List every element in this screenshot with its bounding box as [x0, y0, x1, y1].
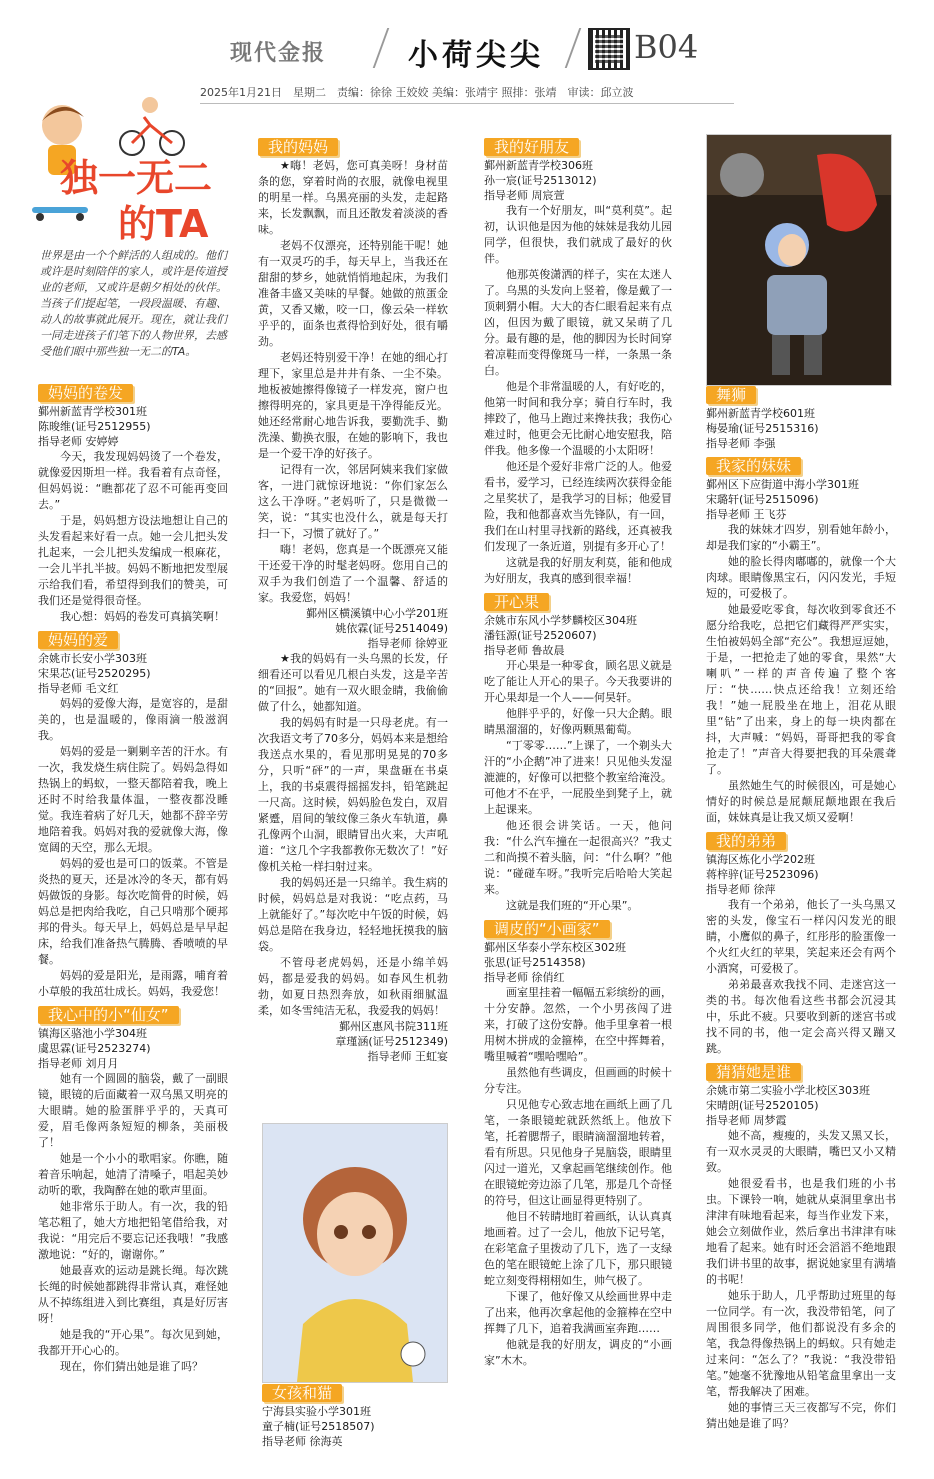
teacher: 指导老师 徐俏红: [484, 971, 565, 984]
author: 宋璐轩(证号2515096): [706, 493, 819, 506]
author: 孙一宸(证号2513012): [484, 174, 597, 187]
paragraph: 她是一个小小的歌唱家。你瞧，随着音乐响起，她清了清嗓子，唱起美妙动听的歌，我陶醉在她的歌声里面。: [38, 1152, 228, 1197]
author: 蒋梓骍(证号2523096): [706, 868, 819, 881]
article-title: 我家的妹妹: [706, 457, 801, 475]
column-3: [484, 132, 672, 1369]
school: 鄞州区下应街道中海小学301班: [706, 478, 859, 491]
author: 宋果芯(证号2520295): [38, 667, 151, 680]
paragraph: 画室里挂着一幅幅五彩缤纷的画，十分安静。忽然，一个小男孩闯了进来，打破了这份安静。他手里拿着一根用树木拼成的金箍棒，在空中挥舞着，嘴里喊着“嘿哈嘿哈”。: [484, 986, 672, 1063]
paragraph: ★我的妈妈有一头乌黑的长发，仔细看还可以看见几根白头发，这是辛苦的“回报”。她有一双火眼金睛，我偷偷做了什么，她都知道。: [258, 652, 448, 713]
teacher: 指导老师 徐婷亚: [367, 637, 448, 650]
author: 虞思霖(证号2523274): [38, 1042, 151, 1055]
paragraph: 弟弟最喜欢我找不同、走迷宫这一类的书。每次他看这些书都会沉浸其中，乐此不疲。只要收到新的迷宫书或找不同的书，他一定会高兴得又蹦又跳。: [706, 978, 896, 1055]
school: 余姚市长安小学303班: [38, 652, 147, 665]
paragraph: 虽然她生气的时候很凶，可是她心情好的时候总是屁颠屁颠地跟在我后面，妹妹真是让我又烦又爱啊！: [706, 779, 896, 824]
teacher: 指导老师 王飞芬: [706, 508, 787, 521]
article-title: 我心中的小“仙女”: [38, 1006, 179, 1024]
teacher: 指导老师 鲁故晨: [484, 644, 565, 657]
paragraph: 她非常乐于助人。有一次，我的铅笔芯粗了，她大方地把铅笔借给我，对我说：“用完后不要忘记还我哦！”我感激地说：“好的，谢谢你。”: [38, 1200, 228, 1261]
paragraph: 她最爱吃零食，每次收到零食还不愿分给我吃，总把它们藏得严严实实，生怕被妈妈全部“充公”。我想逗逗她，于是，一把抢走了她的零食，果然“大喇叭”一样的声音传遍了整个客厅：“快……快点还给我！立刻还给我！”她一屁股坐在地上，泪花从眼里“钻”了出来，身上的每一块肉都在抖，大声喊：“妈妈，哥哥把我的零食抢走了！”声音大得要把我的耳朵震聋了。: [706, 603, 896, 776]
paragraph: 她很爱看书，也是我们班的小书虫。下课铃一响，她就从桌洞里拿出书津津有味地看起来，每当作业发下来，她会立刻做作业，然后拿出书津津有味地看了起来。她有时还会滔滔不绝地跟我们讲书里的故事，据说她家里有满墙的书呢！: [706, 1177, 896, 1286]
school: 镇海区炼化小学202班: [706, 853, 815, 866]
paragraph: 不管母老虎妈妈，还是小绵羊妈妈，都是爱我的妈妈。如春风生机勃勃，如夏日热烈奔放，如秋雨细腻温柔，如冬雪纯洁无私，我爱我的妈妈！: [258, 956, 448, 1017]
teacher: 指导老师 徐海英: [262, 1435, 343, 1448]
school: 余姚市第二实验小学北校区303班: [706, 1084, 870, 1097]
school: 余姚市东风小学梦麟校区304班: [484, 614, 637, 627]
article-body: [38, 696, 228, 1000]
author: 梅晏瑜(证号2515316): [706, 422, 819, 435]
school: 鄞州区惠风书院311班: [339, 1020, 448, 1033]
author: 章瑾涵(证号2512349): [335, 1035, 448, 1048]
paragraph: 她乐于助人，几乎帮助过班里的每一位同学。有一次，我没带铅笔，问了周围很多同学，他们都说没有多余的笔，我急得像热锅上的蚂蚁。只有她走过来问：“怎么了？”我说：“我没带铅笔。”她毫不犹豫地从铅笔盒里拿出一支笔，帮我解决了困难。: [706, 1289, 896, 1398]
school: 鄞州区横溪镇中心小学201班: [306, 607, 448, 620]
paragraph: 妈妈的爱像大海，是宽容的，是甜美的，也是温暖的，像雨滴一般滋润我。: [38, 697, 228, 742]
paper-name: 现代金报: [230, 41, 327, 66]
paragraph: 这就是我的好朋友利莫，能和他成为好朋友，我真的感到很幸福！: [484, 556, 672, 585]
school: 宁海县实验小学301班: [262, 1405, 371, 1418]
article-body: [484, 203, 672, 587]
article-body: [484, 658, 672, 914]
teacher: 指导老师 李强: [706, 437, 776, 450]
article-title: 我的弟弟: [706, 832, 786, 850]
author: 宋晴朗(证号2520105): [706, 1099, 819, 1112]
paragraph: 我心想：妈妈的卷发可真搞笑啊！: [60, 610, 225, 623]
article-title: 女孩和猫: [262, 1384, 342, 1402]
article-title: 调皮的“小画家”: [484, 920, 610, 938]
article-body: [258, 158, 448, 606]
article-body: [484, 985, 672, 1369]
article-body: [706, 522, 896, 826]
column-1: [38, 378, 228, 1375]
masthead: [0, 0, 934, 80]
paragraph: 她的事情三天三夜都写不完，你们猜出她是谁了吗？: [706, 1401, 896, 1430]
paragraph: 于是，妈妈想方设法地想让自己的头发看起来好看一点。她一会儿把头发扎起来，一会儿把头发编成一根麻花，一会儿半扎半披。妈妈不断地把发型展示给我们看，希望得到我们的赞美，可我们还是觉得很奇怪。: [38, 514, 228, 607]
paragraph: 老妈不仅漂亮，还特别能干呢！她有一双灵巧的手，每天早上，当我还在甜甜的梦乡，她就悄悄地起床，为我们准备丰盛又美味的早餐。她做的煎蛋金黄，又香又嫩，咬一口，像云朵一样软乎乎的，面条也煮得恰到好处，很有嚼劲。: [258, 239, 448, 348]
paragraph: 他那英俊潇洒的样子，实在太迷人了。乌黑的头发向上竖着，像是戴了一顶刺猬小帽。大大的杏仁眼看起来有点凶，但因为戴了眼镜，就又呆萌了几分。最有趣的是，他的脚因为长时间穿着凉鞋而变得像斑马一样，一条黑一条白。: [484, 268, 672, 377]
paragraph: 下课了，他好像又从绘画世界中走了出来，他再次拿起他的金箍棒在空中挥舞了几下，追着我满画室奔跑……: [484, 1290, 672, 1335]
paragraph: 记得有一次，邻居阿姨来我们家做客，一进门就惊讶地说：“你们家怎么这么干净呀。”老妈听了，只是微微一笑，说：“其实也没什么，就是每天打扫一下，习惯了就好了。”: [258, 463, 448, 540]
page-number: B04: [634, 28, 699, 66]
qr-code-icon: [590, 30, 628, 68]
girl-and-cat-drawing: [262, 1123, 448, 1383]
paragraph: “丁零零……”上课了，一个剃头大汗的“小企鹅”冲了进来！只见他头发湿漉漉的，好像可以把整个教室给淹没。可他才不在乎，一屁股坐到凳子上，就上起课来。: [484, 739, 672, 816]
paragraph: 今天，我发现妈妈烫了一个卷发，就像爱因斯坦一样。我看着有点奇怪，但妈妈说：“瞧都花了忍不可能再变回去。”: [38, 450, 228, 511]
info-bar: 2025年1月21日 星期二 责编：徐徐 王姣姣 美编：张靖宇 照排：张靖 审读：邱立波: [200, 84, 734, 104]
article-title: 妈妈的爱: [38, 631, 118, 649]
paragraph: 妈妈的爱是阳光，是雨露，哺育着小草般的我茁壮成长。妈妈，我爱您！: [38, 969, 228, 998]
article-body: [706, 897, 896, 1057]
school: 鄞州新蓝青学校301班: [38, 405, 147, 418]
article-body: [38, 449, 228, 625]
paragraph: 这就是我们班的“开心果”。: [506, 899, 639, 912]
paragraph: ★嗨！老妈，您可真美呀！身材苗条的您，穿着时尚的衣服，就像电视里的明星一样。乌黑亮丽的头发，走起路来，长发飘飘，而且还散发着淡淡的香味。: [258, 159, 448, 236]
author: 张思(证号2514358): [484, 956, 586, 969]
paragraph: 我的妹妹才四岁，别看她年龄小，却是我们家的“小霸王”。: [706, 523, 896, 552]
article-title: 妈妈的卷发: [38, 384, 133, 402]
teacher: 指导老师 周宸萱: [484, 189, 565, 202]
column-2: [258, 132, 448, 1064]
school: 镇海区骆池小学304班: [38, 1027, 147, 1040]
pic1-caption: [262, 1384, 452, 1449]
school: 鄞州区华泰小学东校区302班: [484, 941, 626, 954]
article-title: 猜猜她是谁: [706, 1063, 801, 1081]
teacher: 指导老师 安婷婷: [38, 435, 119, 448]
topic-intro: 世界是由一个个鲜活的人组成的。他们或许是时刻陪伴的家人，或许是传道授业的老师，又或许是朝夕相处的伙伴。当孩子们提起笔，一段段温暖、有趣、动人的故事就此展开。现在，就让我们一同走进孩子们笔下的人物世界，去感受他们眼中那些独一无二的TA。: [40, 249, 227, 358]
paragraph: 她的脸长得肉嘟嘟的，就像一个大肉球。眼睛像黑宝石，闪闪发光，手短短的，可爱极了。: [706, 555, 896, 600]
article-title: 舞狮: [706, 386, 756, 404]
article-title: 我的好朋友: [484, 138, 579, 156]
paragraph: 妈妈的爱也是可口的饭菜。不管是炎热的夏天，还是冰冷的冬天，都有妈妈做饭的身影。每次吃简骨的时候，妈妈总是把肉给我吃，自己只啃那个硬邦邦的骨头。每天早上，妈妈总是早早起床，给我们准备热气腾腾、香喷喷的早餐。: [38, 857, 228, 966]
topic-title-line2: 的TA: [118, 202, 209, 246]
paragraph: 老妈还特别爱干净！在她的细心打理下，家里总是井井有条、一尘不染。地板被她擦得像镜子一样发亮，窗户也擦得明亮的，家具更是干净得能反光。她还经常耐心地告诉我，要勤洗手、勤洗澡、勤换衣服，在她的影响下，我也是一个爱干净的好孩子。: [258, 351, 448, 460]
paragraph: 只见他专心致志地在画纸上画了几笔，一条眼镜蛇就跃然纸上。他放下笔，托着腮帮子，眼睛滴溜溜地转着，看有所思。只见他身子晃脑袋，眼睛里闪过一道光，又拿起画笔继续创作。他在眼镜蛇旁边添了几笔，那是几个奇怪的符号，但这让画显得更特别了。: [484, 1098, 672, 1207]
paragraph: 嗨！老妈，您真是一个既漂亮又能干还爱干净的时髦老妈呀。您用自己的双手为我们创造了一个温馨、舒适的家。我爱您，妈妈！: [258, 543, 448, 604]
topic-title: [60, 155, 212, 247]
paragraph: 他还很会讲笑话。一天，他问我：“什么汽车撞在一起很高兴？”我丈二和尚摸不着头脑，问：“什么啊？”他说：“碰碰车呀。”我听完后哈哈大笑起来。: [484, 819, 672, 896]
topic-title-line1: 独一无二: [60, 156, 213, 200]
paragraph: 我有一个好朋友，叫“莫利莫”。起初，认识他是因为他的妹妹是我幼儿园同学，但很快，我们就成了最好的伙伴。: [484, 204, 672, 265]
teacher: 指导老师 毛文红: [38, 682, 119, 695]
paragraph: 我有一个弟弟，他长了一头乌黑又密的头发，像宝石一样闪闪发光的眼睛，小鹰似的鼻子，红彤彤的脸蛋像一个火红火红的苹果，笑起来还会有两个小酒窝，可爱极了。: [706, 898, 896, 975]
divider: [565, 28, 582, 68]
paragraph: 他就是我的好朋友，调皮的“小画家”木木。: [484, 1338, 672, 1367]
author: 童子楠(证号2518507): [262, 1420, 375, 1433]
teacher: 指导老师 徐萍: [706, 883, 776, 896]
paragraph: 他胖乎乎的，好像一只大企鹅。眼睛黑溜溜的，好像两颗黑葡萄。: [484, 707, 672, 736]
article-title: 开心果: [484, 593, 549, 611]
divider: [373, 28, 390, 68]
author: 姚依霖(证号2514049): [335, 622, 448, 635]
paragraph: 我的妈妈有时是一只母老虎。有一次我语文考了70多分，妈妈本来是想给我送点水果的，看见那明晃晃的70多分，只听“砰”的一声，果盘砸在书桌上，我的书桌震得摇摇发抖，铅笔跳起一尺高。这时候，妈妈脸色发白，双眉紧蹙，眉间的皱纹像三条火车轨道，鼻孔像两个山洞，眼睛冒出火来，大声吼道：“这几个字我都教你无数次了！”好像机关枪一样扫射过来。: [258, 716, 448, 873]
column-4: [706, 386, 896, 1432]
article-body: [38, 1071, 228, 1375]
teacher: 指导老师 王虹宴: [367, 1050, 448, 1063]
paragraph: 我的妈妈还是一只绵羊。我生病的时候，妈妈总是对我说：“吃点药，马上就能好了。”每次吃中午饭的时候，妈妈总是陪在我身边，轻轻地抚摸我的脑袋。: [258, 876, 448, 953]
paragraph: 虽然他有些调皮，但画画的时候十分专注。: [484, 1066, 672, 1095]
paragraph: 他目不转睛地盯着画纸，认认真真地画着。过了一会儿，他放下记号笔，在彩笔盒子里拨动了几下，选了一支绿色的笔在眼镜蛇上涂了几下，那只眼镜蛇立刻变得栩栩如生，帅气极了。: [484, 1210, 672, 1287]
paragraph: 妈妈的爱是一剿剿辛苦的汗水。有一次，我发烧生病住院了。妈妈急得如热锅上的蚂蚁，一整天都陪着我，晚上还时不时给我量体温，一整夜都没睡觉。我连着病了好几天，她都不辞辛劳地陪着我。妈妈对我的爱就像大海，像宽阔的天空，那么无垠。: [38, 745, 228, 854]
paragraph: 她是我的“开心果”。每次见到她，我都开开心心的。: [38, 1328, 228, 1357]
paragraph: 现在，你们猜出她是谁了吗？: [60, 1360, 203, 1373]
author: 潘钰源(证号2520607): [484, 629, 597, 642]
article-body: [706, 1128, 896, 1432]
section-name: 小荷尖尖: [408, 38, 544, 73]
paragraph: 他还是个爱好非常广泛的人。他爱看书，爱学习，已经连续两次获得金能之星奖状了，是我学习的目标；他爱冒险，我和他都喜欢当先锋队，有一回，我们在山村里寻找新的路线，还真被我们发现了一条近道，别提有多开心了！: [484, 460, 672, 553]
author: 陈晙维(证号2512955): [38, 420, 151, 433]
article-body: [258, 651, 448, 1019]
lion-dance-drawing: [706, 134, 892, 386]
article-title: 我的妈妈: [258, 138, 338, 156]
paragraph: 他是个非常温暖的人，有好吃的，他第一时间和我分享；骑自行车时，我摔跤了，他马上跑过来搀扶我；我伤心难过时，他更会无比耐心地安慰我，陪伴我。他多像一个温暖的小太阳呀！: [484, 380, 672, 457]
paragraph: 她不高，瘦瘦的，头发又黑又长，有一双水灵灵的大眼睛，嘴巴又小又精致。: [706, 1129, 896, 1174]
school: 鄞州新蓝青学校601班: [706, 407, 815, 420]
paragraph: 她最喜欢的运动是跳长绳。每次跳长绳的时候她都跳得非常认真，难怪她从不掉练组进入到比赛组，真是好厉害呀！: [38, 1264, 228, 1325]
teacher: 指导老师 刘月月: [38, 1057, 119, 1070]
school: 鄞州新蓝青学校306班: [484, 159, 593, 172]
paragraph: 开心果是一种零食，顾名思义就是吃了能让人开心的果子。今天我要讲的开心果却是一个人——何昊轩。: [484, 659, 672, 704]
paragraph: 她有一个圆圆的脑袋，戴了一副眼镜，眼镜的后面藏着一双乌黑又明亮的大眼睛。她的脸蛋胖乎乎的，天真可爱，眉毛像两条短短的柳条，美丽极了！: [38, 1072, 228, 1149]
teacher: 指导老师 周梦霞: [706, 1114, 787, 1127]
